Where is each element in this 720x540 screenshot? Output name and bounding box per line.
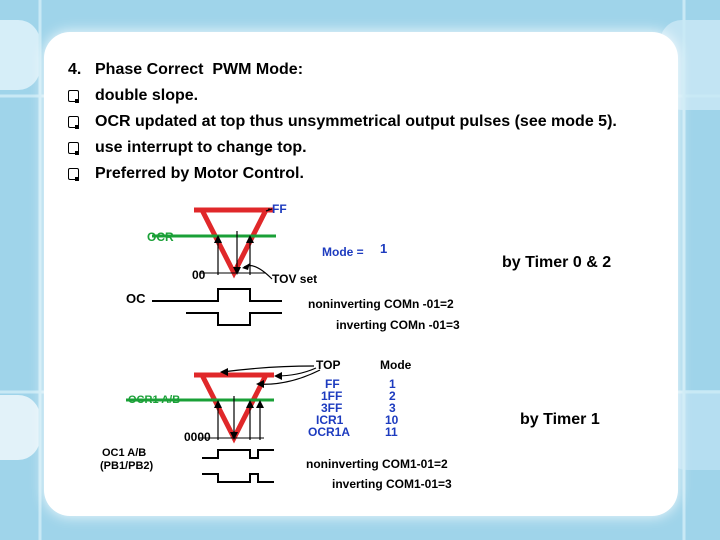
inverting-label: inverting COM1-01=3 [332, 477, 452, 491]
timer0-diagram [94, 197, 492, 343]
bullet-text: Preferred by Motor Control. [95, 165, 304, 182]
top-label: TOP [316, 358, 341, 372]
bullet-item [68, 138, 617, 164]
noninverting-label: noninverting COM1-01=2 [306, 457, 448, 471]
noninverting-waveform [202, 450, 274, 458]
mode-header: Mode [380, 358, 412, 372]
checkbox-bullet-icon [68, 90, 79, 102]
mode-value: 11 [385, 425, 398, 439]
inverting-waveform [186, 313, 282, 325]
timer1-caption: by Timer 1 [520, 411, 600, 428]
bullet-item [68, 164, 617, 190]
top-pointer [222, 366, 314, 372]
ff-label: FF [272, 202, 287, 216]
ocr-label: OCR [147, 230, 174, 244]
checkbox-bullet-icon [68, 116, 79, 128]
mode-value: 2 [389, 389, 396, 403]
bullet-text: OCR updated at top thus unsymmetrical output pulses (see mode 5). [95, 113, 617, 130]
checkbox-bullet-icon [68, 142, 79, 154]
timer1-diagram [98, 354, 480, 502]
zero-label: 0000 [184, 430, 211, 444]
mode-value: 10 [385, 413, 399, 427]
oc-label: OC [126, 291, 146, 306]
heading-line [68, 60, 617, 86]
oc1-pins-label: (PB1/PB2) [100, 460, 154, 472]
timer0-caption: by Timer 0 & 2 [502, 254, 612, 271]
counter-waveform [202, 210, 266, 273]
ocr1-label: OCR1 A/B [128, 394, 181, 406]
mode-value: 1 [389, 377, 396, 391]
mode-label: Mode = [322, 245, 364, 259]
mode-value: 3 [389, 401, 396, 415]
checkbox-bullet-icon [68, 168, 79, 180]
heading-text: Phase Correct PWM Mode: [95, 61, 304, 78]
top-value-ocr1a: OCR1A [308, 425, 351, 439]
top-value-3ff: 3FF [321, 401, 343, 415]
heading-number: 4. [68, 61, 82, 78]
bullet-item [68, 112, 617, 138]
bullet-text: use interrupt to change top. [95, 139, 307, 156]
mode-value: 1 [380, 241, 388, 256]
top-value-1ff: 1FF [321, 389, 343, 403]
bullet-text: double slope. [95, 87, 199, 104]
zero-label: 00 [192, 268, 206, 282]
noninverting-label: noninverting COMn -01=2 [308, 297, 454, 311]
top-value-icr1: ICR1 [316, 413, 344, 427]
inverting-waveform [202, 474, 274, 482]
bullet-item [68, 86, 617, 112]
noninverting-waveform [152, 289, 282, 301]
oc1-label: OC1 A/B [102, 447, 147, 459]
bullet-list [68, 60, 617, 190]
inverting-label: inverting COMn -01=3 [336, 318, 460, 332]
top-value-ff: FF [325, 377, 340, 391]
tov-label: TOV set [272, 272, 318, 286]
